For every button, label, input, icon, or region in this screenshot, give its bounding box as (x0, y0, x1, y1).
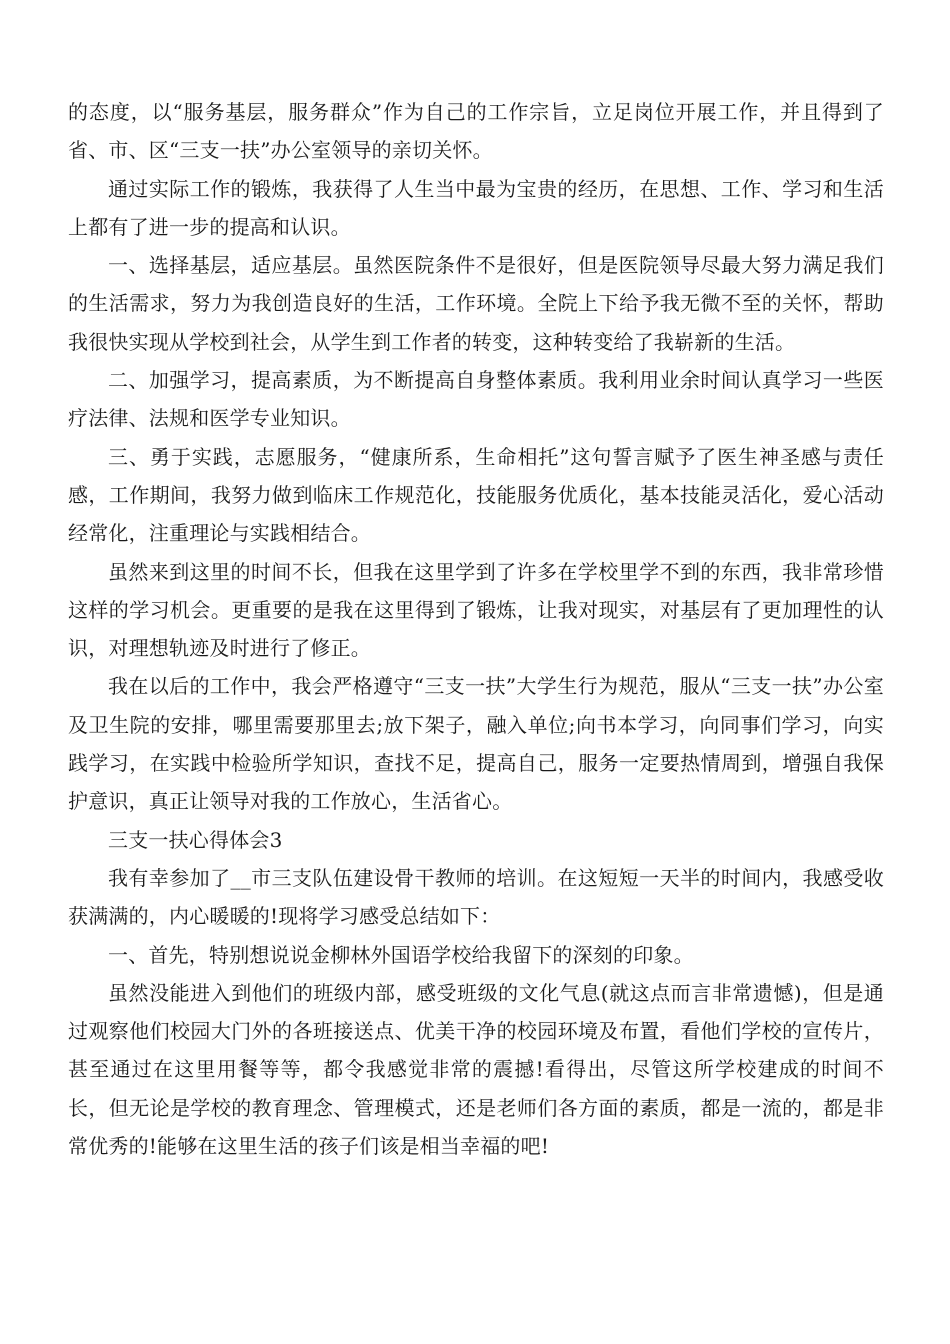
section-title: 三支一扶心得体会3 (108, 827, 283, 852)
paragraph-school-description: 虽然没能进入到他们的班级内部，感受班级的文化气息(就这点而言非常遗憾)，但是通过观察他们校园大门外的各班接送点、优美干净的校园环境及布置，看他们学校的宣传片，甚至通过在这里用餐等等，都令我感觉非常的震撼!看得出，尽管这所学校建成的时间不长，但无论是学校的教育理念、管理模式，还是老师们各方面的素质，都是一流的，都是非常优秀的!能够在这里生活的孩子们该是相当幸福的吧! (68, 980, 884, 1159)
paragraph-experience: 通过实际工作的锻炼，我获得了人生当中最为宝贵的经历，在思想、工作、学习和生活上都有了进一步的提高和认识。 (68, 176, 884, 239)
paragraph-reflection: 虽然来到这里的时间不长，但我在这里学到了许多在学校里学不到的东西，我非常珍惜这样的学习机会。更重要的是我在这里得到了锻炼，让我对现实，对基层有了更加理性的认识，对理想轨迹及时进行了修正。 (68, 559, 884, 661)
paragraph-point-three: 三、勇于实践，志愿服务，“健康所系，生命相托”这句誓言赋予了医生神圣感与责任感，工作期间，我努力做到临床工作规范化，技能服务优质化，基本技能灵活化，爱心活动经常化，注重理论与实践相结合。 (68, 444, 884, 546)
document-page (68, 93, 884, 1165)
paragraph-continued: 的态度，以“服务基层，服务群众”作为自己的工作宗旨，立足岗位开展工作，并且得到了省、市、区“三支一扶”办公室领导的亲切关怀。 (68, 100, 884, 163)
paragraph-point-one: 一、选择基层，适应基层。虽然医院条件不是很好，但是医院领导尽最大努力满足我们的生活需求，努力为我创造良好的生活，工作环境。全院上下给予我无微不至的关怀，帮助我很快实现从学校到社会，从学生到工作者的转变，这种转变给了我崭新的生活。 (68, 253, 884, 354)
paragraph-training-intro: 我有幸参加了__市三支队伍建设骨干教师的培训。在这短短一天半的时间内，我感受收获满满的，内心暖暖的!现将学习感受总结如下： (68, 865, 884, 929)
paragraph-point-two: 二、加强学习，提高素质，为不断提高自身整体素质。我利用业余时间认真学习一些医疗法律、法规和医学专业知识。 (68, 368, 884, 431)
paragraph-future: 我在以后的工作中，我会严格遵守“三支一扶”大学生行为规范，服从“三支一扶”办公室及卫生院的安排，哪里需要那里去;放下架子，融入单位;向书本学习，向同事们学习，向实践学习，在实践中检验所学知识，查找不足，提高自己，服务一定要热情周到，增强自我保护意识，真正让领导对我的工作放心，生活省心。 (68, 674, 884, 814)
paragraph-first-impression: 一、首先，特别想说说金柳林外国语学校给我留下的深刻的印象。 (108, 942, 694, 967)
